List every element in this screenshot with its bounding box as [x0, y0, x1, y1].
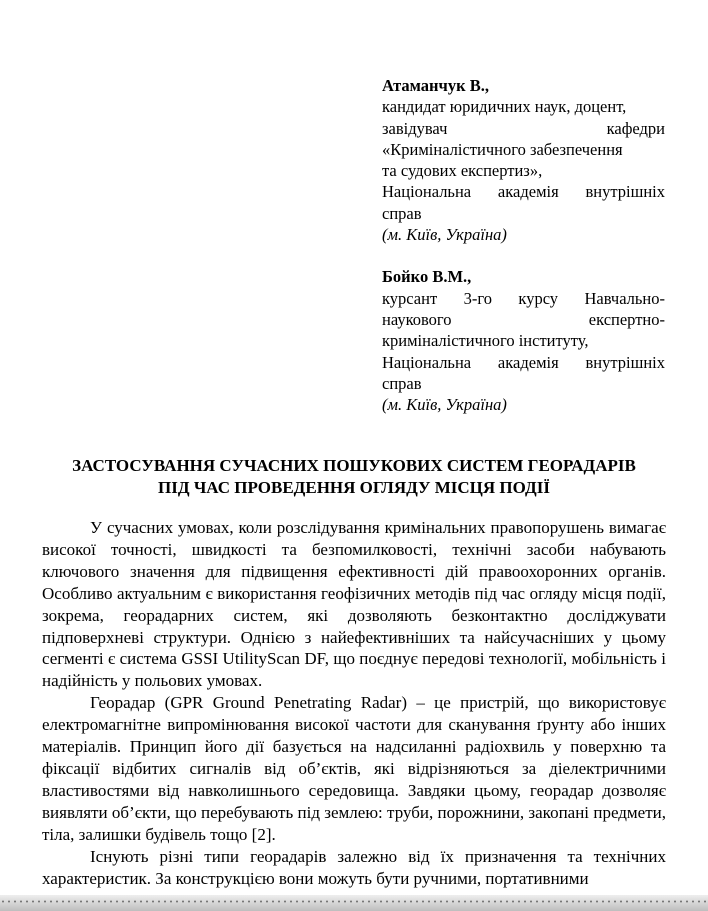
page-bottom-dotted-border	[0, 899, 708, 904]
author-affiliation-line: справ	[382, 373, 422, 393]
author-location: (м. Київ, Україна)	[382, 225, 507, 245]
author-affiliation-line: завідувач кафедри	[382, 118, 665, 138]
author-name: Бойко В.М.,	[382, 267, 472, 287]
article-body	[42, 517, 666, 889]
author-affiliation-line: наукового експертно-	[382, 309, 665, 329]
author-affiliation-line: курсант 3-го курсу Навчально-	[382, 288, 665, 308]
body-paragraph: Існують різні типи георадарів залежно від їх призначення та технічних характеристик. За конструкцією вони можуть бути ручними, портативними	[42, 846, 666, 888]
author-1	[382, 75, 665, 245]
author-affiliation-line: кандидат юридичних наук, доцент,	[382, 97, 627, 117]
title-line-2: ПІД ЧАС ПРОВЕДЕННЯ ОГЛЯДУ МІСЦЯ ПОДІЇ	[158, 478, 550, 497]
author-name: Атаманчук В.,	[382, 76, 489, 95]
author-block	[382, 75, 665, 415]
author-affiliation-line: Національна академія внутрішніх	[382, 352, 665, 372]
author-location: (м. Київ, Україна)	[382, 395, 507, 415]
author-affiliation-line: криміналістичного інституту,	[382, 331, 589, 351]
body-paragraph: Георадар (GPR Ground Penetrating Radar) – це пристрій, що використовує електромагнітне випромінювання високої частоти для сканування ґрунту або інших матеріалів. Принцип його дії базується на надсиланні радіохвиль у поверхню та фіксації відбитих сигналів від об’єктів, які відрізняються за діелектричними властивостями від навколишнього середовища. Завдяки цьому, георадар дозволяє виявляти об’єкти, що перебувають під землею: труби, порожнини, закопані предмети, тіла, залишки будівель тощо [2].	[42, 693, 666, 844]
author-affiliation-line: та судових експертиз»,	[382, 161, 543, 181]
author-affiliation-line: справ	[382, 203, 422, 223]
title-line-1: ЗАСТОСУВАННЯ СУЧАСНИХ ПОШУКОВИХ СИСТЕМ ГЕОРАДАРІВ	[72, 456, 636, 475]
author-affiliation-line: Національна академія внутрішніх	[382, 182, 665, 202]
author-affiliation-line: «Криміналістичного забезпечення	[382, 139, 623, 159]
author-2	[382, 266, 665, 415]
article-title	[42, 455, 666, 499]
body-paragraph: У сучасних умовах, коли розслідування кримінальних правопорушень вимагає високої точності, швидкості та безпомилковості, технічні засоби набувають ключового значення для підвищення ефективності дій правоохоронних органів. Особливо актуальним є використання геофізичних методів під час огляду місця події, зокрема, георадарних систем, які дозволяють безконтактно досліджувати підповерхневі структури. Однією з найефективніших та найсучасніших у цьому сегменті є система GSSI UtilityScan DF, що поєднує передові технології, мобільність і надійність у польових умовах.	[42, 518, 666, 691]
